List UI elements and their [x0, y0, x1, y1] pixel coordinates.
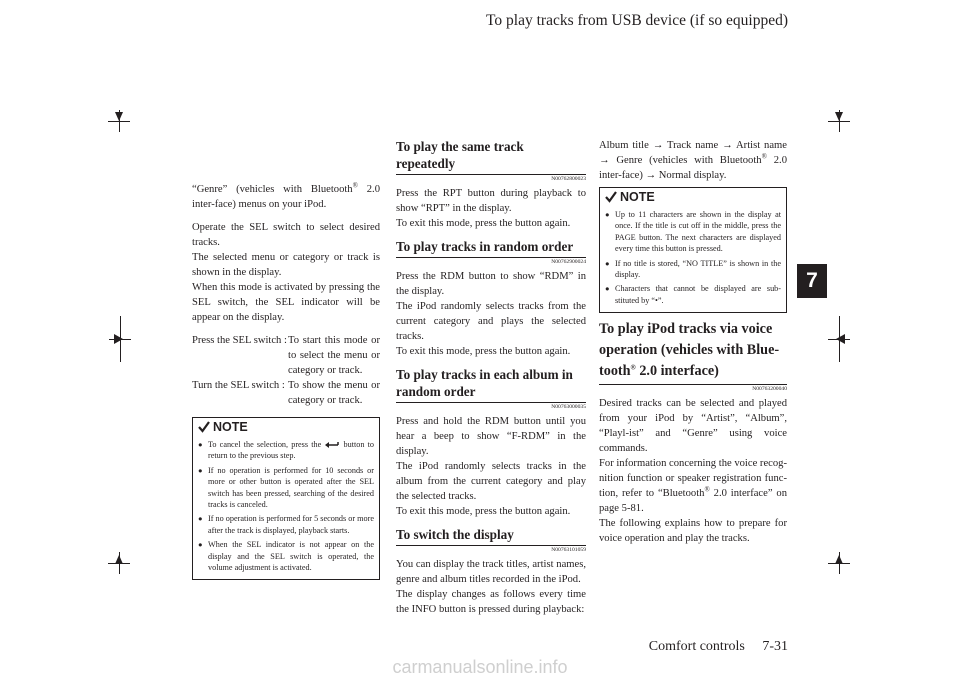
- note-item: ● Up to 11 characters are shown in the display at once. If the title is cut off in the middle, press the PAGE button. The next characters are displayed every time this button is pressed.: [605, 209, 781, 255]
- body-text: Desired tracks can be selected and played from your iPod by “Artist”, “Album”, “Playl-ist” and “Genre” using voice commands.: [599, 398, 787, 455]
- turn-sel-row: Turn the SEL switch : To show the menu or category or track.: [192, 380, 380, 406]
- operate-paragraph: Operate the SEL switch to select desired tracks.: [192, 222, 380, 248]
- section-switch-display: [396, 526, 586, 617]
- section-album-random: [396, 366, 586, 519]
- body-text: For information concerning the voice recog-nition function or speaker registration func-tion, refer to “Bluetooth® 2.0 interface” on page 5-81.: [599, 458, 787, 515]
- body-text: Press the RDM button to show “RDM” in the display.: [396, 271, 586, 297]
- check-icon: [604, 190, 618, 204]
- body-text: To exit this mode, press the button again.: [396, 506, 571, 517]
- column-left: [192, 182, 380, 580]
- column-right: [599, 138, 787, 553]
- section-code: N00763000035: [551, 404, 586, 410]
- note-item: ● If no title is stored, “NO TITLE” is shown in the display.: [605, 258, 781, 281]
- section-random: [396, 238, 586, 359]
- chapter-tab: 7: [797, 264, 827, 298]
- selected-paragraph: The selected menu or category or track is shown in the display.: [192, 252, 380, 278]
- body-text: The iPod randomly selects tracks from the current category and plays the selected tracks.: [396, 301, 586, 342]
- return-arrow-icon: [324, 441, 340, 449]
- body-text: The display changes as follows every time the INFO button is pressed during playback:: [396, 589, 586, 615]
- section-code: N00762800023: [551, 176, 586, 182]
- note-item: ● When the SEL indicator is not appear on the display and the SEL switch is operated, the volume adjustment is activated.: [198, 539, 374, 573]
- section-heading: To play tracks in random order: [396, 238, 586, 258]
- page-header-title: To play tracks from USB device (if so equipped): [486, 12, 788, 29]
- body-text: The iPod randomly selects tracks in the album from the current category and play the selected tracks.: [396, 461, 586, 502]
- body-text: Press and hold the RDM button until you hear a beep to show “F-RDM” in the display.: [396, 416, 586, 457]
- section-repeat: [396, 138, 586, 231]
- watermark: carmanualsonline.info: [392, 657, 568, 677]
- section-code: N00763101059: [551, 547, 586, 553]
- body-text: You can display the track titles, artist names, genre and album titles recorded in the iPod.: [396, 559, 586, 585]
- note-item: ● If no operation is performed for 10 seconds or more or other button is operated after the SEL switch has been pressed, searching of the desired tracks is canceled.: [198, 465, 374, 511]
- display-sequence-text: Album title → Track name → Artist name → Genre (vehicles with Bluetooth® 2.0 inter-face) → Normal display.: [599, 140, 787, 181]
- section-heading: To play tracks in each album in random order: [396, 366, 586, 403]
- note-heading: NOTE: [193, 418, 374, 436]
- note-item: ● Characters that cannot be displayed are sub-stituted by “•”.: [605, 283, 781, 306]
- column-middle: [396, 138, 586, 624]
- section-voice-operation: [599, 319, 787, 546]
- section-heading: To play the same track repeatedly: [396, 138, 586, 175]
- footer-section: Comfort controls: [648, 639, 745, 654]
- body-text: To exit this mode, press the button again.: [396, 346, 571, 357]
- press-sel-row: Press the SEL switch : To start this mode or to select the menu or category or track.: [192, 335, 380, 376]
- note-box-right: [599, 187, 787, 313]
- page-footer: [649, 639, 788, 655]
- body-text: To exit this mode, press the button again.: [396, 218, 571, 229]
- body-text: Press the RPT button during playback to show “RPT” in the display.: [396, 188, 586, 214]
- note-item: ● To cancel the selection, press the button to return to the previous step.: [198, 439, 374, 462]
- note-box-left: [192, 417, 380, 580]
- section-heading: To switch the display: [396, 526, 586, 546]
- note-item: ● If no operation is performed for 5 seconds or more after the track is displayed, playback starts.: [198, 513, 374, 536]
- section-code: N00763200040: [752, 386, 787, 393]
- section-code: N00762900024: [551, 259, 586, 265]
- genre-menu-paragraph: “Genre” (vehicles with Bluetooth® 2.0 inter-face) menus on your iPod.: [192, 181, 380, 210]
- activated-paragraph: When this mode is activated by pressing the SEL switch, the SEL indicator will be appear on the display.: [192, 282, 380, 323]
- check-icon: [197, 420, 211, 434]
- footer-page-number: 7-31: [762, 639, 788, 654]
- note-heading: NOTE: [600, 188, 781, 206]
- body-text: The following explains how to prepare for voice operation and play the tracks.: [599, 518, 787, 545]
- section-heading: To play iPod tracks via voice operation (vehicles with Blue-tooth® 2.0 interface): [599, 319, 787, 385]
